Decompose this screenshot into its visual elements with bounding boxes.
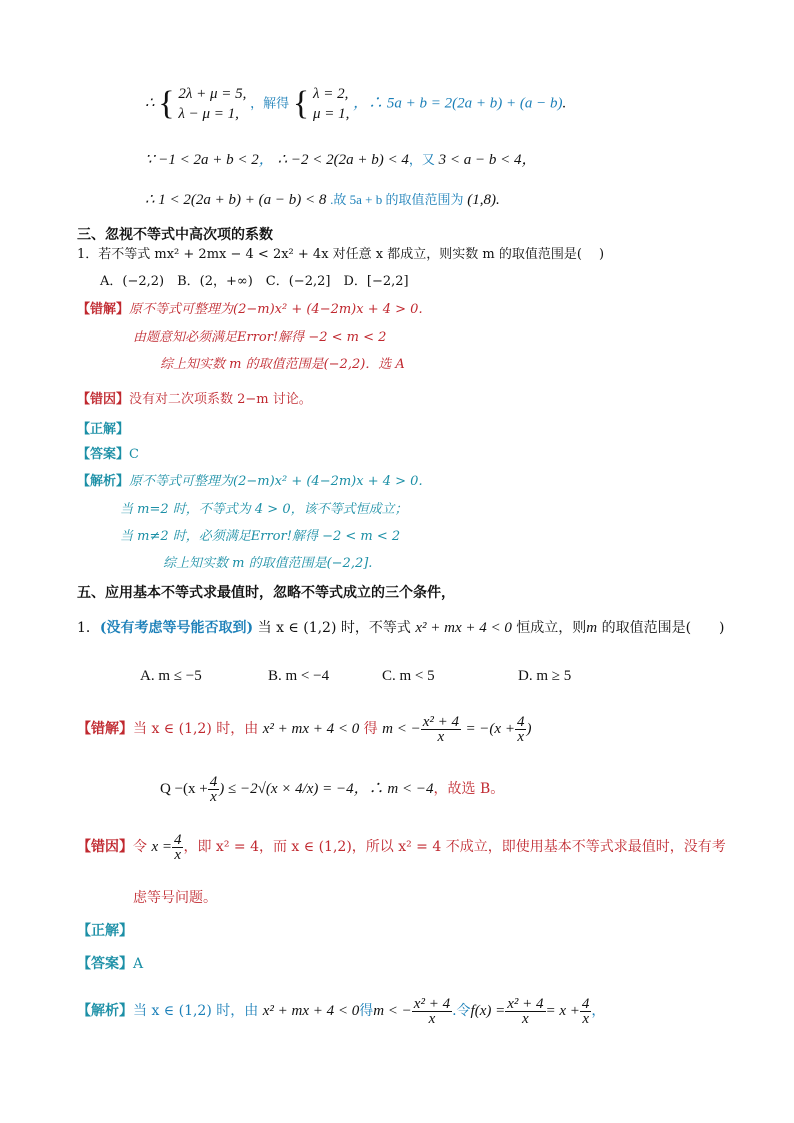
answer-label: 【答案】: [77, 956, 133, 972]
q-text-1: 当 x ∈ (1,2) 时，不等式: [257, 620, 411, 636]
section5-correct-label: 【正解】: [77, 923, 133, 939]
inequality-line-3: [145, 192, 500, 208]
wrong-expr-2b: = −(x +: [465, 721, 515, 737]
fraction-denominator: x: [210, 788, 217, 805]
fraction-numerator: 4: [516, 713, 525, 730]
wrong-label: 【错解】: [77, 721, 133, 737]
wrong-line2-d: ，故选 B。: [433, 781, 505, 797]
analysis-text-3: .令: [452, 1003, 471, 1019]
left-brace-1: {: [158, 85, 175, 122]
wrong-expr-2c: ): [526, 721, 532, 737]
cause-text-3: 即使用基本不等式求最值时，没有考: [501, 839, 726, 855]
analysis-line-4: 综上知实数 m 的取值范围是(−2,2].: [163, 556, 373, 571]
analysis-label: 【解析】: [77, 474, 130, 489]
section5-error-cause: [77, 826, 726, 868]
analysis-text: 原不等式可整理为(2−m)x² + (4−2m)x + 4 > 0.: [129, 474, 423, 489]
q-text-3: 的取值范围是( ): [601, 620, 725, 636]
wrong-line2-b: ) ≤ −2√(x × 4/x) = −4: [219, 781, 354, 797]
fraction-numerator: 4: [581, 995, 590, 1012]
section3-wrong-solution: [77, 302, 423, 318]
wrong-line-2: 由题意知必须满足Error!解得 −2 < m < 2: [133, 330, 387, 345]
fraction-denominator: x: [582, 1010, 589, 1027]
wrong-fraction-2: [515, 715, 527, 744]
system-conclusion: ，∴ 5a + b = 2(2a + b) + (a − b): [353, 95, 563, 112]
range-expr: ∴ 1 < 2(2a + b) + (a − b) < 8: [145, 192, 327, 208]
cause-expr: x =: [151, 839, 172, 855]
wrong-line-3: 综上知实数 m 的取值范围是(−2,2)．选 A: [160, 357, 405, 372]
fraction-numerator: x² + 4: [507, 995, 544, 1012]
fraction-denominator: x: [437, 728, 445, 745]
analysis-expr-1: x² + mx + 4 < 0: [262, 1003, 360, 1019]
analysis-expr-4: = x +: [545, 1003, 580, 1019]
wrong-expr-2a: m < −: [382, 721, 421, 737]
again-label: ，又: [408, 152, 435, 167]
solve-label: ，解得: [250, 96, 290, 112]
option-d: D. m ≥ 5: [518, 668, 572, 684]
fraction-numerator: 4: [173, 831, 182, 848]
section3-question: 1．若不等式 mx² + 2mx − 4 < 2x² + 4x 对任意 x 都成立，则实数 m 的取值范围是( ): [77, 247, 605, 262]
cause-label: 【错因】: [77, 392, 130, 407]
left-brace-2: {: [292, 85, 310, 122]
wrong-fraction-1: [421, 715, 461, 744]
analysis-end: ，: [591, 1003, 606, 1019]
range-interval: (1,8): [467, 192, 496, 208]
comma: ，: [258, 152, 274, 168]
fraction-denominator: x: [174, 846, 182, 863]
fraction-denominator: x: [522, 1010, 529, 1027]
wrong-line2-fraction: [208, 775, 220, 804]
analysis-line-3: 当 m≠2 时，必须满足Error!解得 −2 < m < 2: [120, 529, 401, 544]
therefore-expr: ∴ −2 < 2(2a + b) < 4: [277, 152, 409, 168]
section5-wrong-solution: [77, 708, 531, 750]
cause-text-4: 虑等号问题。: [133, 890, 217, 906]
section3-error-cause: [77, 392, 312, 408]
analysis-fraction-3: [580, 997, 592, 1026]
fraction-numerator: 4: [209, 773, 218, 790]
range-text: .故 5a + b 的取值范围为: [330, 192, 464, 207]
section5-analysis: [77, 990, 605, 1032]
q-expr: x² + mx + 4 < 0: [415, 620, 512, 636]
q-prefix: 1．: [77, 620, 100, 636]
section3-options: A．(−2,2) B．(2，+∞) C．(−2,2] D．[−2,2]: [100, 274, 409, 289]
cause-text-1: 令: [133, 839, 147, 855]
wrong-line2-c: ，∴ m < −4: [353, 781, 434, 797]
section3-heading: 三、忽视不等式中高次项的系数: [77, 227, 273, 243]
q-tag: (没有考虑等号能否取到): [99, 620, 254, 636]
section5-answer: [77, 956, 143, 972]
analysis-expr-2: m < −: [373, 1003, 412, 1019]
section5-heading: 五、应用基本不等式求最值时，忽略不等式成立的三个条件，: [77, 585, 455, 601]
section5-question: [77, 620, 725, 636]
section5-wrong-line-2: [160, 768, 504, 810]
equation-2: λ − μ = 1,: [178, 106, 239, 122]
wrong-line2-a: Q −(x +: [160, 781, 208, 797]
solution-1: λ = 2,: [313, 86, 349, 102]
line3-end: .: [496, 192, 500, 208]
section3-answer: [77, 447, 139, 463]
fraction-numerator: x² + 4: [413, 995, 451, 1012]
equation-1: 2λ + μ = 5,: [178, 86, 247, 102]
solution-2: μ = 1,: [313, 106, 350, 122]
inequality-expr: 3 < a − b < 4: [438, 152, 522, 168]
wrong-text-2: 得: [363, 721, 378, 737]
analysis-expr-3: f(x) =: [470, 1003, 506, 1019]
q-text-2: 恒成立，则: [516, 620, 587, 636]
answer-label: 【答案】: [77, 447, 130, 462]
analysis-fraction-2: [505, 997, 545, 1026]
analysis-fraction-1: [412, 997, 452, 1026]
section3-correct-label: 【正解】: [77, 422, 130, 437]
option-c: C. m < 5: [382, 668, 435, 684]
section3-analysis: [77, 474, 423, 490]
answer-value: A: [133, 956, 144, 972]
system-end: .: [562, 95, 567, 112]
option-b: B. m < −4: [268, 668, 330, 684]
cause-text: 没有对二次项系数 2−m 讨论。: [129, 392, 312, 407]
inequality-line-2: [145, 152, 537, 168]
wrong-text: 原不等式可整理为(2−m)x² + (4−2m)x + 4 > 0.: [129, 302, 423, 317]
line2-end: ，: [521, 152, 537, 168]
q-m: m: [586, 620, 598, 636]
solution-group: [313, 84, 349, 124]
wrong-label: 【错解】: [77, 302, 130, 317]
fraction-denominator: x: [517, 728, 525, 745]
analysis-text-2: 得: [359, 1003, 374, 1019]
answer-value: C: [129, 447, 139, 462]
wrong-expr-1: x² + mx + 4 < 0: [262, 721, 360, 737]
wrong-text-1: 当 x ∈ (1,2) 时，由: [133, 721, 259, 737]
because-expr: ∵ −1 < 2a + b < 2: [145, 152, 259, 168]
analysis-label: 【解析】: [77, 1003, 133, 1019]
equation-system-line: [145, 84, 566, 124]
cause-label: 【错因】: [77, 839, 133, 855]
analysis-line-2: 当 m=2 时，不等式为 4 > 0，该不等式恒成立；: [120, 502, 408, 517]
cause-fraction: [172, 833, 184, 862]
cause-text-2: ，即 x² = 4，而 x ∈ (1,2)，所以 x² = 4 不成立，: [183, 839, 502, 855]
equation-group: [178, 84, 246, 124]
fraction-numerator: x² + 4: [422, 713, 459, 730]
option-a: A. m ≤ −5: [140, 668, 202, 684]
fraction-denominator: x: [428, 1010, 436, 1027]
therefore-symbol: ∴: [145, 95, 155, 112]
analysis-text-1: 当 x ∈ (1,2) 时，由: [133, 1003, 259, 1019]
